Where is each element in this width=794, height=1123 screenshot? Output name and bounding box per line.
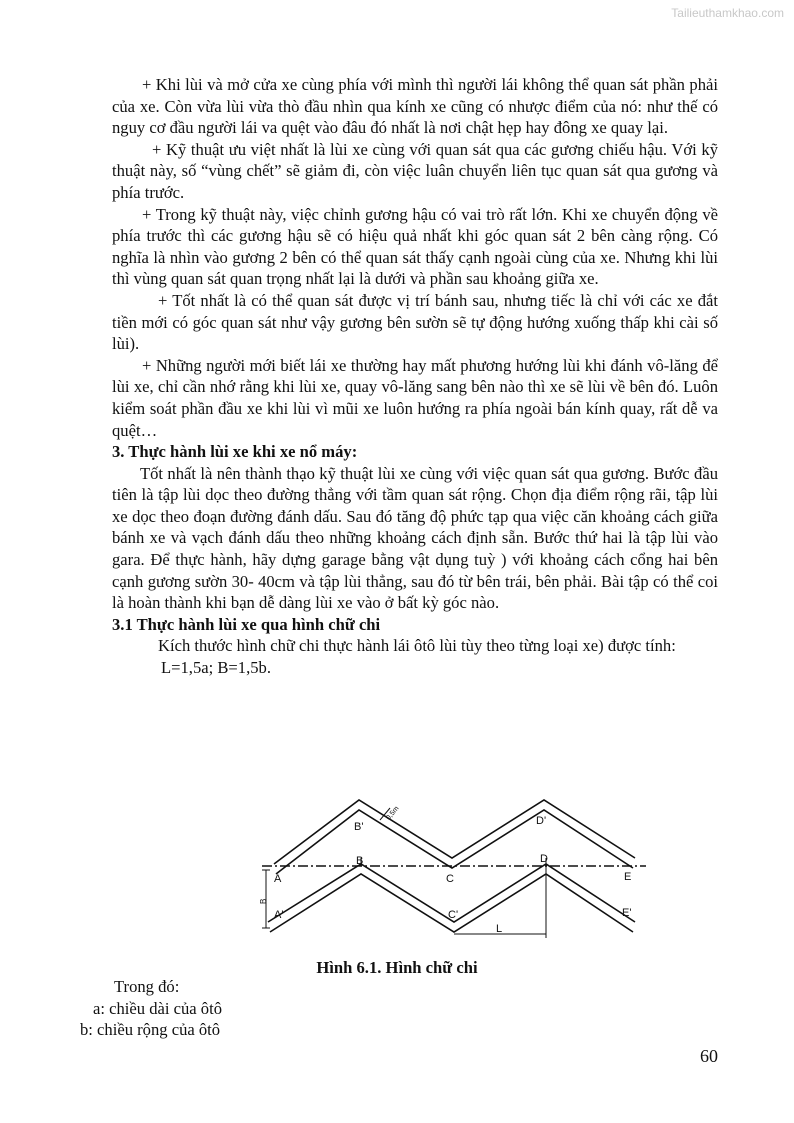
legend-intro: Trong đó: xyxy=(114,977,180,996)
section-3-heading: 3. Thực hành lùi xe khi xe nổ máy: xyxy=(112,442,358,462)
label-l: L xyxy=(496,923,503,935)
label-e: E xyxy=(624,871,632,883)
document-body xyxy=(112,74,718,679)
upper-lane-outer-line xyxy=(274,800,635,864)
upper-lane-inner-line xyxy=(276,810,633,874)
label-b-dimension: B xyxy=(259,898,268,904)
section-3-1-body: Kích thước hình chữ chi thực hành lái ôtô lùi tùy theo từng loại xe) được tính: xyxy=(158,636,676,656)
label-a-prime: A' xyxy=(274,909,284,921)
label-c: C xyxy=(446,873,454,885)
paragraph-4: + Tốt nhất là có thể quan sát được vị trí bánh sau, nhưng tiếc là chỉ với các xe đắt tiền mới có góc quan sát như vậy gương bên sườn sẽ tự động hướng xuống thấp khi cài số lùi). xyxy=(112,290,718,354)
section-3-1-heading: 3.1 Thực hành lùi xe qua hình chữ chi xyxy=(112,614,381,634)
paragraph-3: + Trong kỹ thuật này, việc chỉnh gương hậu có vai trò rất lớn. Khi xe chuyển động về phía trước thì các gương hậu sẽ có hiệu quả nhất khi góc quan sát 2 bên càng rộng. Có nghĩa là nhìn vào gương 2 bên có thể quan sát thấy cạnh ngoài cùng của xe. Nhưng khi lùi thì vùng quan sát quan trọng nhất lại là dưới và phần sau khoảng giữa xe. xyxy=(112,204,718,289)
paragraph-5: + Những người mới biết lái xe thường hay mất phương hướng lùi khi đánh vô-lăng để lùi xe, chỉ cần nhớ rằng khi lùi xe, quay vô-lăng sang bên nào thì xe sẽ lùi về bên đó. Luôn kiểm soát phần đầu xe khi lùi vì mũi xe luôn hướng ra phía ngoài bán kính quay, rất dễ va quệt… xyxy=(112,355,718,440)
label-a: A xyxy=(274,873,282,885)
label-e-prime: E' xyxy=(622,907,632,919)
label-b-prime: B' xyxy=(354,821,364,833)
section-3-body: Tốt nhất là nên thành thạo kỹ thuật lùi xe cùng với việc quan sát qua gương. Bước đầu tiên là tập lùi dọc theo đường thẳng với tầm quan sát rộng. Chọn địa điểm rộng rãi, tập lùi xe dọc theo đoạn đường đánh dấu. Sau đó tăng độ phức tạp qua việc căn khoảng cách giữa bánh xe và vạch đánh dấu theo những khoảng cách định sẵn. Bước thứ hai là tập lùi vào gara. Để thực hành, hãy dựng garage bằng vật dụng tuỳ ) với khoảng cách cổng hai bên cạnh gương sườn 30- 40cm và tập lùi thẳng, sau đó từ bên trái, bên phải. Bài tập có thể coi là hoàn thành khi bạn dễ dàng lùi xe vào ở bất kỳ góc nào. xyxy=(112,463,718,613)
label-b: B xyxy=(356,855,364,867)
label-d-prime: D' xyxy=(536,815,547,827)
paragraph-1: + Khi lùi và mở cửa xe cùng phía với mình thì người lái không thể quan sát phần phải của xe. Còn vừa lùi vừa thò đầu nhìn qua kính xe cũng có nhược điểm của nó: như thế có nguy cơ đầu người lái va quệt vào đâu đó nhất là nơi chật hẹp hay đông xe quay lại. xyxy=(112,75,718,138)
page-number: 60 xyxy=(700,1046,718,1066)
label-d: D xyxy=(540,853,548,865)
label-c-prime: C' xyxy=(448,909,459,921)
zigzag-figure xyxy=(259,794,646,944)
paragraph-2: + Kỹ thuật ưu việt nhất là lùi xe cùng với quan sát qua các gương chiếu hậu. Với kỹ thuật này, số “vùng chết” sẽ giảm đi, còn việc luân chuyển liên tục quan sát qua gương và phía trước. xyxy=(112,139,718,202)
watermark: Tailieuthamkhao.com xyxy=(671,6,784,20)
legend xyxy=(80,976,222,1041)
label-half-meter: 0,5m xyxy=(385,805,401,822)
formula: L=1,5a; B=1,5b. xyxy=(161,658,271,678)
legend-a: a: chiều dài của ôtô xyxy=(93,998,223,1018)
figure-caption: Hình 6.1. Hình chữ chi xyxy=(316,958,478,977)
legend-b: b: chiều rộng của ôtô xyxy=(80,1020,221,1040)
